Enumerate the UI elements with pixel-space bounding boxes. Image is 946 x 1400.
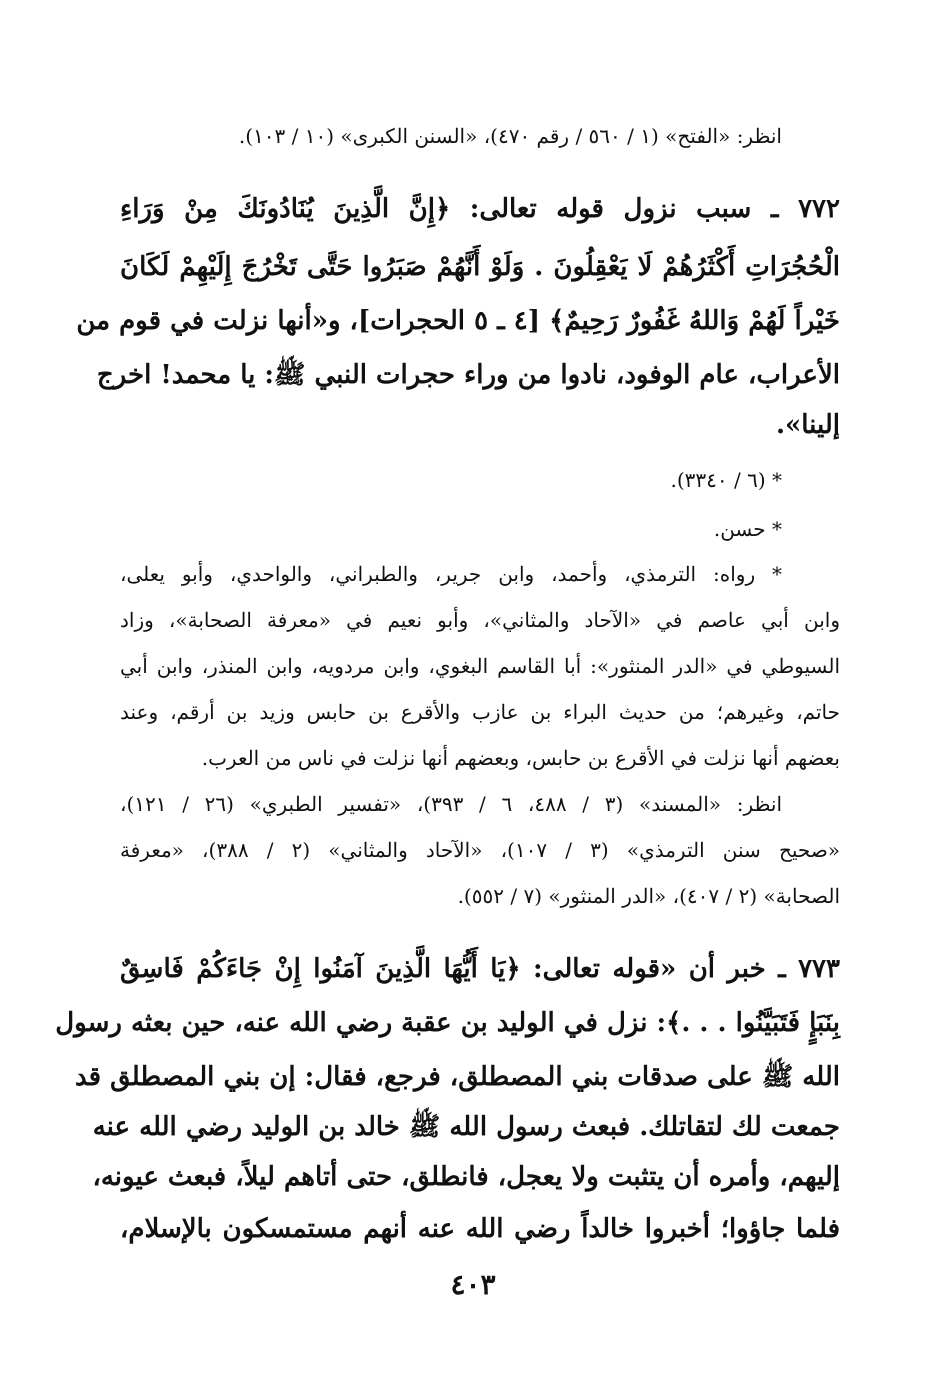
entry-772-see-line-3: الصحابة» (٢ / ٤٠٧)، «الدر المنثور» (٧ / ٥٥٢).	[457, 884, 840, 908]
entry-772-line-4: الأعراب، عام الوفود، نادوا من وراء حجرات النبي ﷺ: يا محمد! اخرج	[96, 360, 840, 390]
top-reference: انظر: «الفتح» (١ / ٥٦٠ / رقم ٤٧٠)، «السنن الكبرى» (١٠ / ١٠٣).	[238, 124, 782, 148]
entry-772-narration-line-4: حاتم، وغيرهم؛ من حديث البراء بن عازب والأقرع بن حابس وزيد بن أرقم، وعند	[120, 700, 840, 724]
entry-773-line-6: فلما جاؤوا؛ أخبروا خالداً رضي الله عنه أنهم مستمسكون بالإسلام،	[120, 1214, 840, 1244]
entry-772-narration-line-2: وابن أبي عاصم في «الآحاد والمثاني»، وأبو نعيم في «معرفة الصحابة»، وزاد	[120, 608, 840, 632]
entry-772-citation: * (٦ / ٣٣٤٠).	[670, 468, 782, 492]
entry-773-line-2: بِنَبَإٍ فَتَبَيَّنُوا . . .﴾: نزل في الوليد بن عقبة رضي الله عنه، حين بعثه رسول	[55, 1008, 840, 1038]
page-number: ٤٠٣	[450, 1268, 496, 1301]
entry-772-line-3: خَيْراً لَهُمْ وَاللهُ غَفُورٌ رَحِيمٌ﴾ [٤ ـ ٥ الحجرات]، و«أنها نزلت في قوم من	[76, 306, 840, 336]
entry-772-line-2: الْحُجُرَاتِ أَكْثَرُهُمْ لَا يَعْقِلُونَ . وَلَوْ أَنَّهُمْ صَبَرُوا حَتَّى تَخْرُجَ إِلَيْهِمْ لَكَانَ	[120, 252, 840, 282]
entry-773-line-5: إليهم، وأمره أن يتثبت ولا يعجل، فانطلق، حتى أتاهم ليلاً، فبعث عيونه،	[92, 1162, 840, 1192]
entry-772-narration-line-3: السيوطي في «الدر المنثور»: أبا القاسم البغوي، وابن مردويه، وابن المنذر، وابن أبي	[120, 654, 840, 678]
entry-772-narration-line-5: بعضهم أنها نزلت في الأقرع بن حابس، وبعضهم أنها نزلت في ناس من العرب.	[201, 746, 840, 770]
entry-772-line-5: إلينا».	[775, 410, 840, 440]
entry-773-line-4: جمعت لك لتقاتلك. فبعث رسول الله ﷺ خالد بن الوليد رضي الله عنه	[92, 1112, 840, 1142]
entry-772-narration-line-1: * رواه: الترمذي، وأحمد، وابن جرير، والطبراني، والواحدي، وأبو يعلى،	[120, 562, 782, 586]
entry-772-see-line-2: «صحيح سنن الترمذي» (٣ / ١٠٧)، «الآحاد والمثاني» (٢ / ٣٨٨)، «معرفة	[120, 838, 841, 862]
entry-772-grade: * حسن.	[713, 517, 782, 541]
entry-772-line-1: ٧٧٢ ـ سبب نزول قوله تعالى: ﴿إِنَّ الَّذِينَ يُنَادُونَكَ مِنْ وَرَاءِ	[120, 194, 840, 224]
entry-773-line-3: الله ﷺ على صدقات بني المصطلق، فرجع، فقال: إن بني المصطلق قد	[74, 1062, 840, 1092]
entry-773-line-1: ٧٧٣ ـ خبر أن «قوله تعالى: ﴿يَا أَيُّهَا الَّذِينَ آمَنُوا إِنْ جَاءَكُمْ فَاسِقٌ	[120, 954, 840, 984]
entry-772-see-line-1: انظر: «المسند» (٣ / ٤٨٨، ٦ / ٣٩٣)، «تفسير الطبري» (٢٦ / ١٢١)،	[120, 792, 783, 816]
